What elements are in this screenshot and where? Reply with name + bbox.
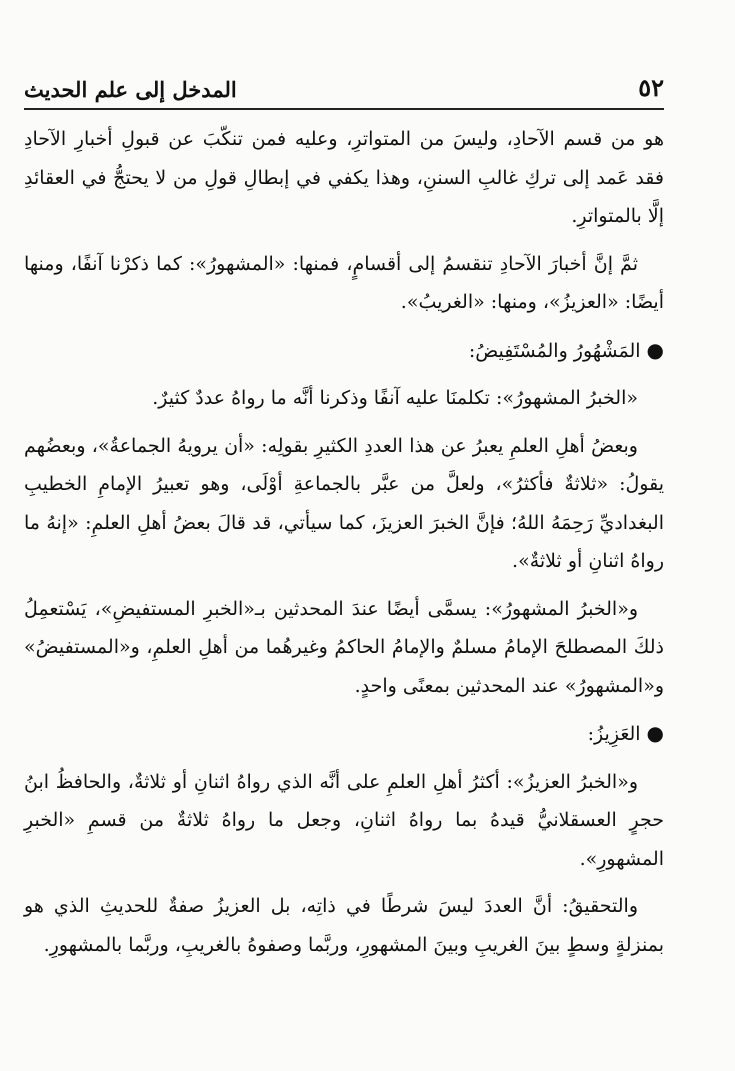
section-heading-mashhur-text: المَشْهُورُ والمُسْتَفِيضُ:: [468, 339, 641, 362]
section-heading-aziz: [24, 714, 664, 754]
paragraph-1: هو من قسم الآحادِ، وليسَ من المتواترِ، وعليه فمن تنكّبَ عن قبولِ أخبارِ الآحادِ فقد عَمد إلى تركِ غالبِ السننِ، وهذا يكفي في إبطالِ قولِ من لا يحتجُّ في العقائدِ إلَّا بالمتواترِ.: [24, 128, 664, 227]
page-header: [24, 62, 664, 110]
bullet-icon: ●: [646, 337, 664, 362]
paragraph-3: «الخبرُ المشهورُ»: تكلمنَا عليه آنفًا وذكرنا أنَّه ما رواهُ عددٌ كثيرٌ.: [152, 387, 638, 409]
section-heading-aziz-text: العَزِيزُ:: [587, 723, 641, 745]
paragraph-2: ثمَّ إنَّ أخبارَ الآحادِ تنقسمُ إلى أقسامٍ، فمنها: «المشهورُ»: كما ذكرْنا آنفًا، ومنها أيضًا: «العزيزُ»، ومنها: «الغريبُ».: [24, 252, 664, 313]
paragraph-7: والتحقيقُ: أنَّ العددَ ليسَ شرطًا في ذاتِه، بل العزيزُ صفةٌ للحديثِ الذي هو بمنزلةٍ وسطٍ بينَ الغريبِ وبينَ المشهورِ، وربَّما وصفوهُ بالغريبِ، وربَّما بالمشهورِ.: [24, 895, 664, 956]
page-number: ٥٢: [638, 73, 664, 102]
paragraph-5: و«الخبرُ المشهورُ»: يسمَّى أيضًا عندَ المحدثين بـ«الخبرِ المستفيضِ»، يَسْتعمِلُ ذلكَ المصطلحَ الإمامُ مسلمٌ والإمامُ الحاكمُ وغيرهُما من أهلِ العلمِ، و«المستفيضُ» و«المشهورُ» عند المحدثين بمعنًى واحدٍ.: [24, 597, 664, 697]
paragraph-6: و«الخبرُ العزيزُ»: أكثرُ أهلِ العلمِ على أنَّه الذي رواهُ اثنانِ أو ثلاثةٌ، والحافظُ ابنُ حجرٍ العسقلانيُّ قيدهُ بما رواهُ اثنانِ، وجعل ما رواهُ ثلاثةٌ من قسمِ «الخبرِ المشهورِ».: [24, 770, 664, 870]
page-body: [24, 120, 664, 964]
section-heading-mashhur: [24, 331, 664, 371]
bullet-icon: ●: [646, 721, 664, 745]
running-title: المدخل إلى علم الحديث: [24, 77, 237, 102]
paragraph-4: وبعضُ أهلِ العلمِ يعبرُ عن هذا العددِ الكثيرِ بقولِه: «أن يرويهُ الجماعةُ»، وبعضُهم يقولُ: «ثلاثةٌ فأكثرُ»، ولعلَّ من عبَّر بالجماعةِ أوْلَى، وهو تعبيرُ الإمامِ الخطيبِ البغداديِّ رَحِمَهُ اللهُ؛ فإنَّ الخبرَ العزيزَ، كما سيأتي، قد قالَ بعضُ أهلِ العلمِ: «إنهُ ما رواهُ اثنانِ أو ثلاثةٌ».: [24, 434, 664, 572]
